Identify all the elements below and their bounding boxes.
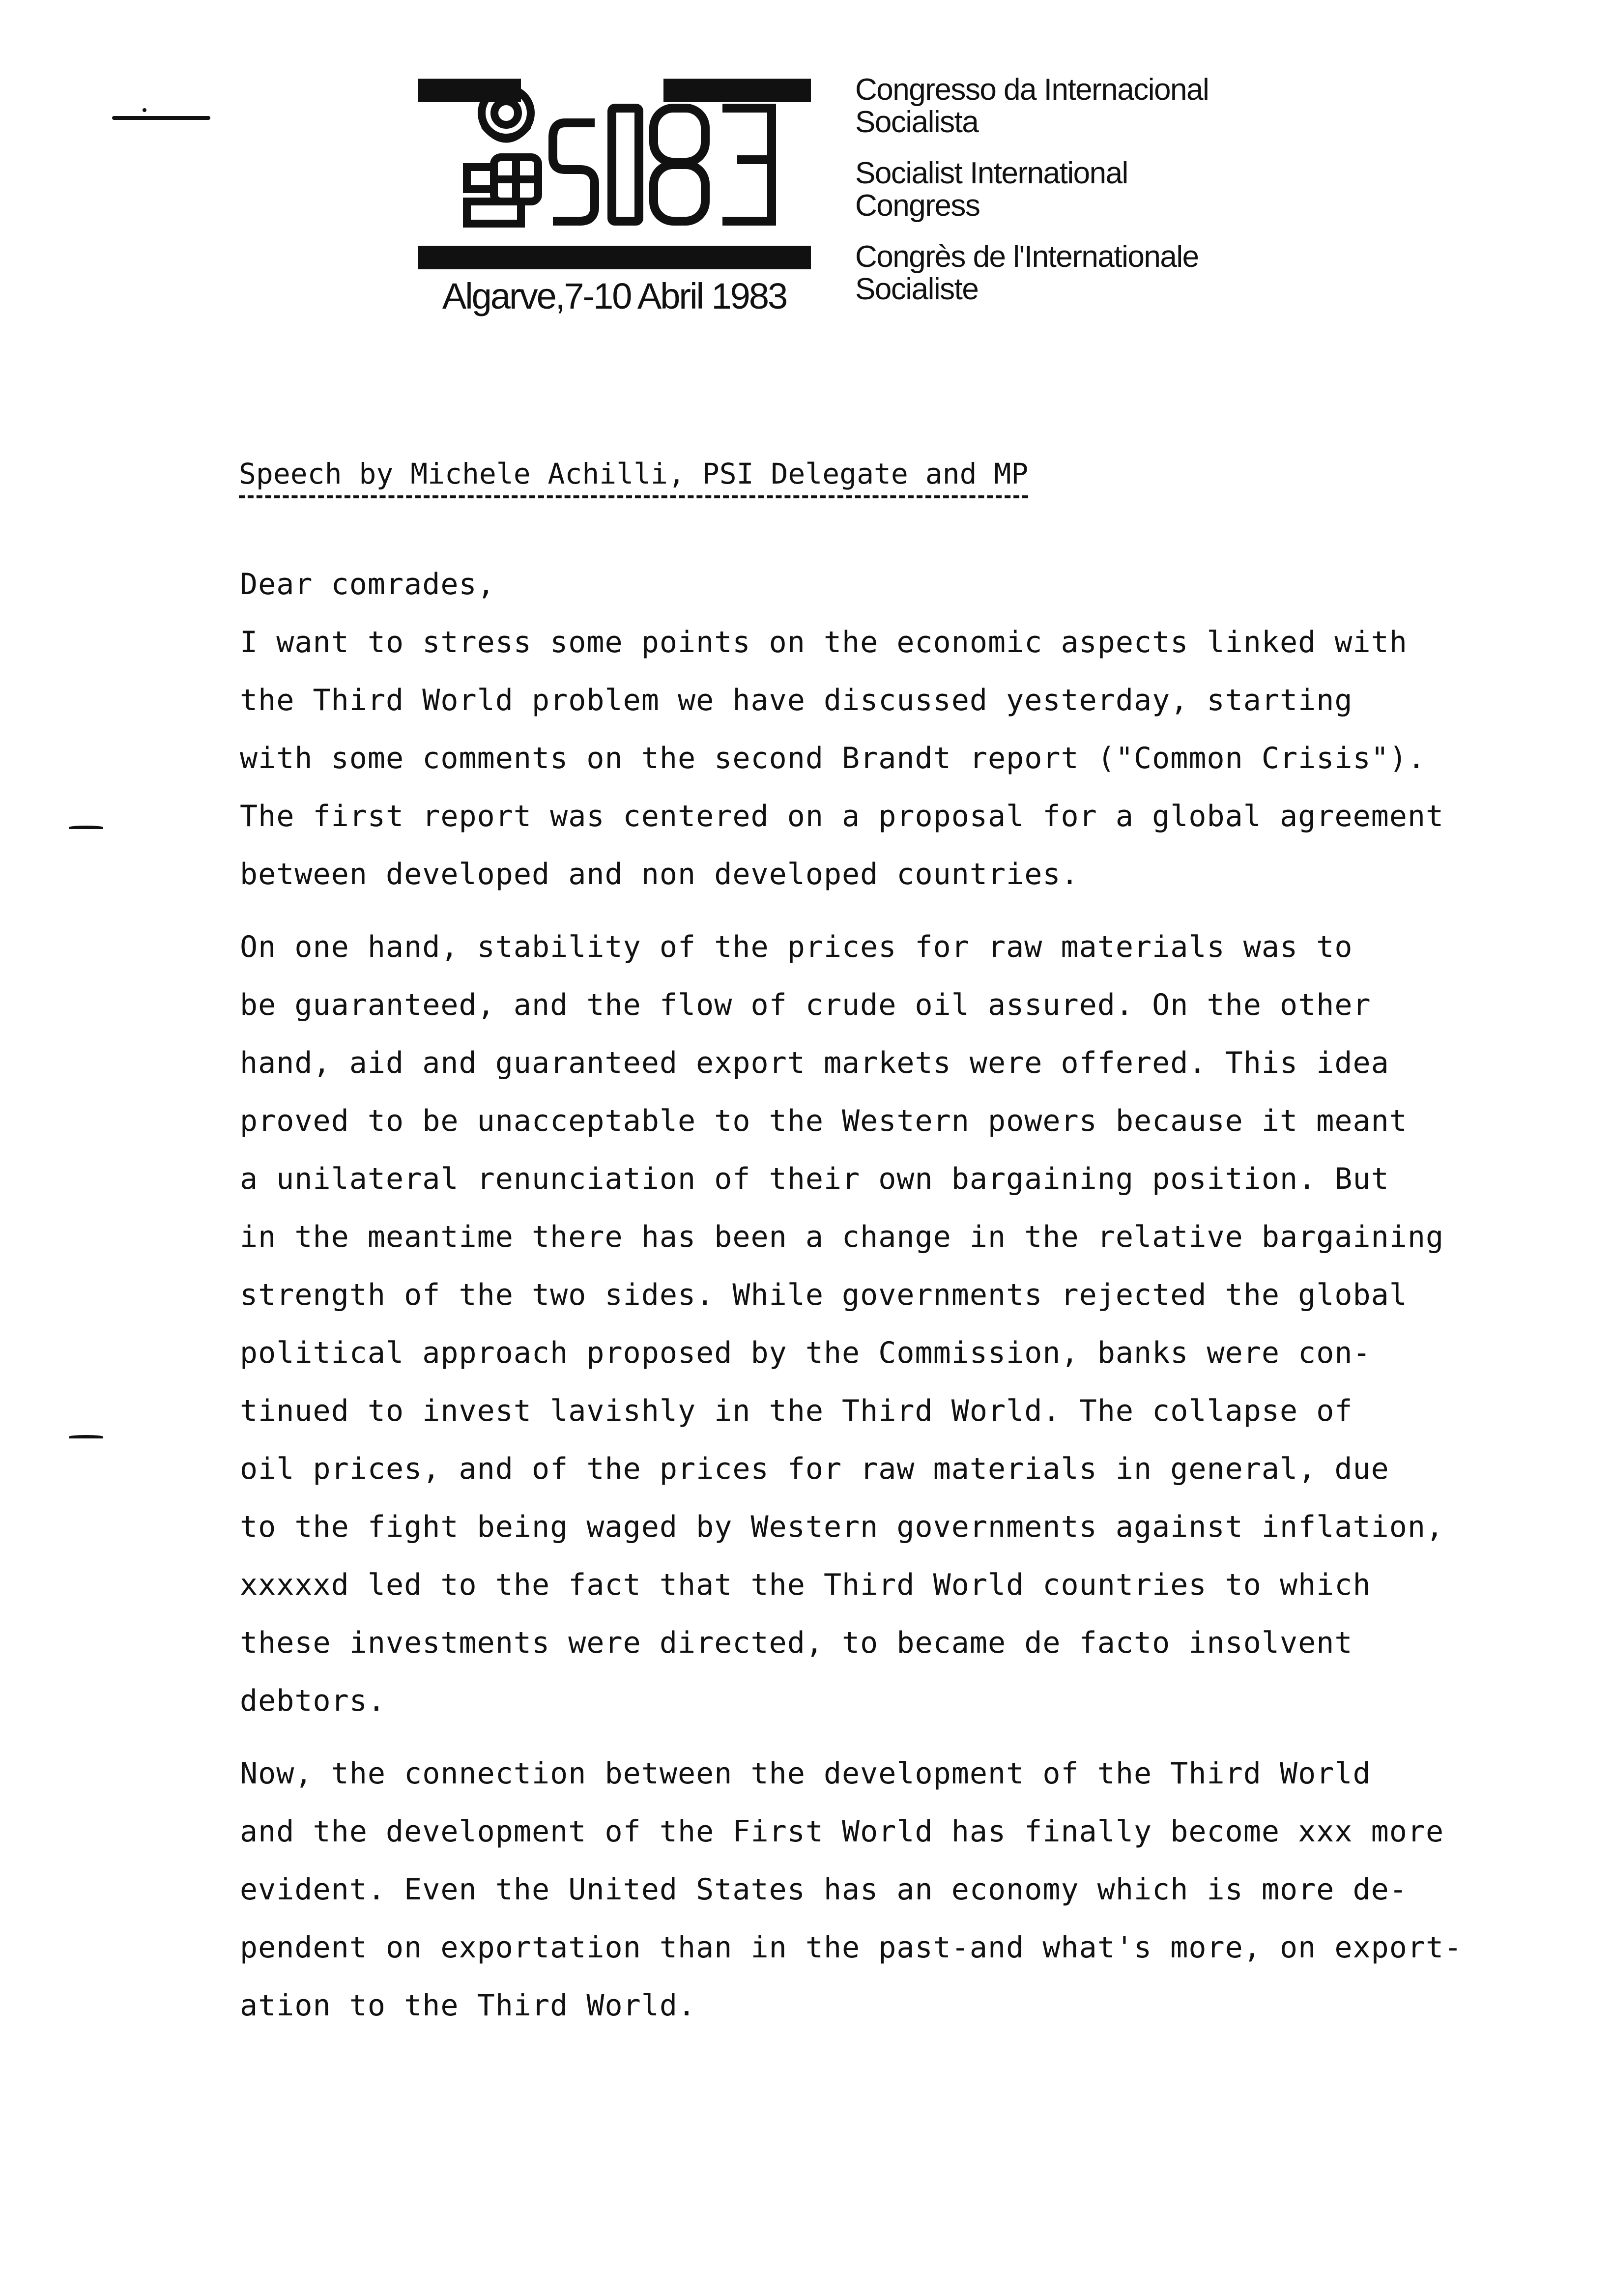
text-line: pendent on exportation than in the past-and what's more, on export- (240, 1930, 1463, 1965)
text-line: to the fight being waged by Western governments against inflation, (240, 1510, 1444, 1544)
text-line: these investments were directed, to became de facto insolvent (240, 1626, 1353, 1660)
text-line: political approach proposed by the Commission, banks were con- (240, 1336, 1371, 1370)
text-line: oil prices, and of the prices for raw materials in general, due (240, 1452, 1389, 1486)
paragraph (240, 918, 1586, 1730)
text-line: be guaranteed, and the flow of crude oil assured. On the other (240, 988, 1371, 1022)
margin-mark (69, 826, 103, 829)
text-line: Now, the connection between the development of the Third World (240, 1756, 1371, 1791)
scan-dot (143, 108, 146, 112)
text-line: the Third World problem we have discussed yesterday, starting (240, 683, 1353, 718)
text-line: The first report was centered on a proposal for a global agreement (240, 799, 1444, 833)
text-line: I want to stress some points on the economic aspects linked with (240, 625, 1408, 660)
paragraph (240, 1745, 1586, 2035)
speech-title: Speech by Michele Achilli, PSI Delegate and MP (239, 457, 1028, 498)
congress-name-portuguese: Congresso da Internacional Socialista (855, 73, 1209, 139)
text-line: hand, aid and guaranteed export markets were offered. This idea (240, 1046, 1389, 1080)
text-line: evident. Even the United States has an economy which is more de- (240, 1872, 1408, 1907)
text-line: debtors. (240, 1684, 386, 1718)
event-date: Algarve,7-10 Abril 1983 (442, 276, 787, 316)
speech-body (240, 555, 1586, 2035)
text-line: Dear comrades, (240, 567, 495, 602)
scan-mark (112, 116, 210, 120)
congress-names (855, 74, 1209, 324)
paragraph (240, 555, 1586, 903)
text-line: between developed and non developed countries. (240, 857, 1079, 891)
text-line: in the meantime there has been a change in the relative bargaining (240, 1220, 1444, 1254)
text-line: and the development of the First World has finally become xxx more (240, 1814, 1444, 1849)
margin-mark (69, 1435, 103, 1438)
text-line: On one hand, stability of the prices for raw materials was to (240, 930, 1353, 964)
logo-bar (418, 246, 811, 269)
rose-fist-emblem-icon (447, 79, 791, 241)
congress-name-english: Socialist International Congress (855, 156, 1128, 223)
text-line: ation to the Third World. (240, 1988, 696, 2023)
text-line: proved to be unacceptable to the Western powers because it meant (240, 1104, 1408, 1138)
text-line: tinued to invest lavishly in the Third World. The collapse of (240, 1394, 1353, 1428)
text-line: strength of the two sides. While governments rejected the global (240, 1278, 1408, 1312)
text-line: a unilateral renunciation of their own bargaining position. But (240, 1162, 1389, 1196)
text-line: with some comments on the second Brandt report ("Common Crisis"). (240, 741, 1426, 775)
text-line: xxxxxd led to the fact that the Third World countries to which (240, 1568, 1371, 1602)
congress-name-french: Congrès de l'Internationale Socialiste (855, 240, 1199, 306)
